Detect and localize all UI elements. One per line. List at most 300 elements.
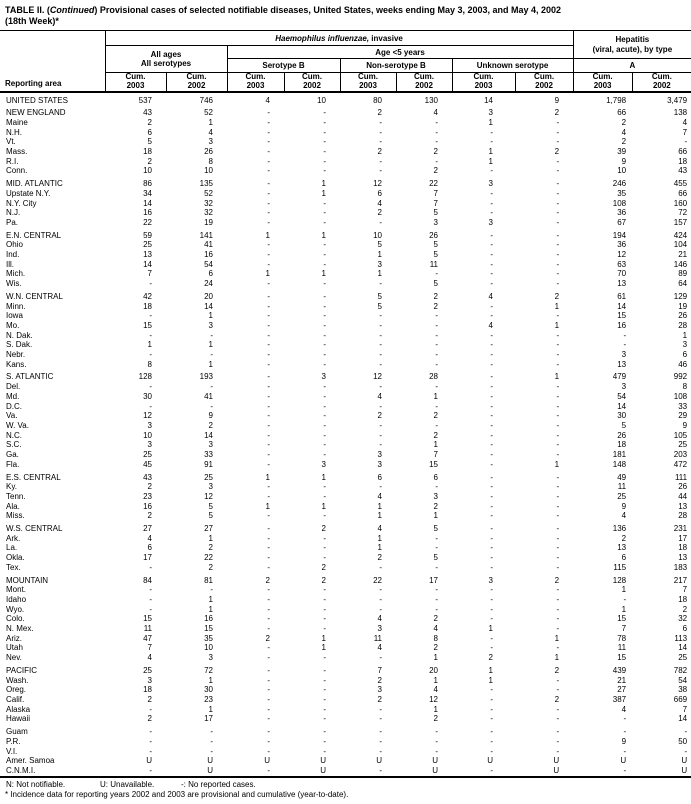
column-header-cum-2002-6: Cum. 2002	[396, 73, 452, 92]
value-cell: -	[379, 440, 382, 450]
value-cell: 3	[377, 450, 382, 460]
value-cell: -	[323, 675, 326, 685]
value-cell: 108	[673, 391, 688, 401]
value-cell: -	[267, 208, 270, 218]
value-cell: 43	[143, 108, 152, 118]
table-row	[0, 431, 691, 441]
value-cell: -	[490, 340, 493, 350]
reporting-area-cell: P.R.	[6, 736, 21, 746]
value-cell: 746	[199, 95, 213, 105]
value-cell: 1,798	[606, 95, 627, 105]
reporting-area-cell: E.N. CENTRAL	[6, 230, 62, 240]
value-cell: -	[490, 430, 493, 440]
value-cell: U	[432, 765, 438, 775]
value-cell: -	[490, 198, 493, 208]
value-cell: 20	[429, 665, 438, 675]
value-cell: -	[556, 411, 560, 421]
value-cell: 217	[673, 575, 688, 585]
reporting-area-cell: Idaho	[6, 594, 27, 604]
value-cell: -	[267, 117, 270, 127]
value-cell: U	[553, 756, 560, 766]
value-cell: -	[379, 746, 382, 756]
value-cell: 9	[208, 411, 213, 421]
value-cell: -	[490, 301, 493, 311]
value-cell: 148	[612, 459, 627, 469]
value-cell: -	[490, 311, 493, 321]
value-cell: -	[267, 604, 270, 614]
value-cell: 3	[488, 575, 493, 585]
value-cell: -	[556, 511, 560, 521]
value-cell: -	[267, 179, 270, 189]
value-cell: 14	[617, 401, 627, 411]
value-cell: 15	[617, 614, 627, 624]
table-row	[0, 402, 691, 412]
reporting-area-cell: C.N.M.I.	[6, 765, 36, 775]
value-cell: 26	[678, 482, 688, 492]
value-cell: 14	[678, 714, 688, 724]
footnote-not-notifiable: N: Not notifiable.	[6, 779, 66, 789]
value-cell: 3	[621, 382, 627, 392]
value-cell: 15	[429, 459, 438, 469]
value-cell: 1	[377, 269, 382, 279]
value-cell: 4	[621, 511, 627, 521]
column-header-cum-2002-10: Cum. 2002	[632, 73, 691, 92]
value-cell: 80	[373, 95, 382, 105]
value-cell: -	[323, 250, 326, 260]
reporting-area-cell: Fla.	[6, 459, 20, 469]
value-cell: -	[556, 533, 560, 543]
value-cell: 3	[321, 372, 326, 382]
value-cell: -	[435, 401, 438, 411]
value-cell: 10	[143, 430, 152, 440]
value-cell: 2	[321, 524, 326, 534]
value-cell: -	[379, 653, 382, 663]
value-cell: -	[379, 359, 382, 369]
value-cell: 10	[204, 643, 213, 653]
table-row	[0, 573, 691, 586]
value-cell: 1	[321, 643, 326, 653]
value-cell: 3	[321, 459, 326, 469]
column-header-cum-2003-7: Cum. 2003	[452, 73, 515, 92]
reporting-area-cell: Tex.	[6, 562, 21, 572]
value-cell: -	[435, 117, 438, 127]
table-row	[0, 482, 691, 492]
value-cell: 18	[678, 543, 688, 553]
value-cell: 16	[143, 208, 152, 218]
value-cell: 66	[678, 147, 688, 157]
value-cell: -	[556, 585, 560, 595]
value-cell: 14	[678, 643, 688, 653]
value-cell: 1	[433, 704, 438, 714]
table-row	[0, 521, 691, 534]
value-cell: 10	[617, 166, 627, 176]
value-cell: -	[323, 311, 326, 321]
value-cell: 105	[673, 430, 688, 440]
value-cell: -	[267, 727, 270, 737]
value-cell: -	[435, 736, 438, 746]
table-row	[0, 553, 691, 563]
value-cell: 12	[204, 491, 213, 501]
value-cell: -	[379, 350, 382, 360]
value-cell: 2	[433, 501, 438, 511]
value-cell: -	[623, 330, 627, 340]
haemophilus-invasive-label: invasive	[369, 33, 403, 43]
value-cell: -	[210, 727, 213, 737]
value-cell: 52	[204, 108, 213, 118]
value-cell: U	[681, 765, 688, 775]
value-cell: -	[379, 330, 382, 340]
value-cell: -	[556, 217, 560, 227]
value-cell: -	[267, 704, 270, 714]
value-cell: 782	[673, 665, 688, 675]
table-row	[0, 714, 691, 724]
table-row	[0, 511, 691, 521]
value-cell: 6	[147, 127, 152, 137]
value-cell: 6	[682, 350, 688, 360]
value-cell: 1	[208, 604, 213, 614]
reporting-area-cell: UNITED STATES	[6, 95, 68, 105]
value-cell: 6	[147, 543, 152, 553]
value-cell: -	[490, 533, 493, 543]
value-cell: 28	[429, 372, 438, 382]
value-cell: 5	[433, 208, 438, 218]
value-cell: 2	[208, 562, 213, 572]
value-cell: U	[620, 756, 627, 766]
value-cell: -	[490, 137, 493, 147]
value-cell: -	[379, 482, 382, 492]
table-row	[0, 563, 691, 573]
value-cell: 4	[265, 95, 270, 105]
value-cell: 4	[377, 198, 382, 208]
value-cell: -	[556, 472, 560, 482]
value-cell: -	[435, 269, 438, 279]
value-cell: 19	[204, 217, 213, 227]
value-cell: -	[323, 330, 326, 340]
unknown-serotype-header: Unknown serotype	[452, 59, 573, 73]
value-cell: 21	[617, 675, 627, 685]
value-cell: -	[379, 137, 382, 147]
value-cell: 2	[377, 553, 382, 563]
value-cell: 2	[433, 301, 438, 311]
value-cell: -	[490, 501, 493, 511]
reporting-area-cell: Mass.	[6, 147, 28, 157]
value-cell: 2	[433, 166, 438, 176]
value-cell: 18	[143, 301, 152, 311]
value-cell: 479	[612, 372, 627, 382]
hepatitis-label-line2: (viral, acute), by type	[592, 44, 673, 54]
value-cell: 2	[377, 411, 382, 421]
value-cell: -	[435, 127, 438, 137]
value-cell: -	[323, 117, 326, 127]
table-row	[0, 92, 691, 106]
value-cell: 3	[147, 421, 152, 430]
value-cell: 1	[321, 269, 326, 279]
reporting-area-cell: S.C.	[6, 440, 22, 450]
reporting-area-cell: Wyo.	[6, 604, 25, 614]
value-cell: 193	[199, 372, 213, 382]
table-row	[0, 634, 691, 644]
column-header-cum-2002-8: Cum. 2002	[515, 73, 573, 92]
value-cell: 22	[143, 217, 152, 227]
value-cell: 1	[621, 585, 627, 595]
value-cell: -	[556, 250, 560, 260]
value-cell: 4	[208, 127, 213, 137]
table-title-line2: (18th Week)*	[5, 16, 59, 26]
table-row	[0, 643, 691, 653]
value-cell: 4	[377, 614, 382, 624]
value-cell: 7	[433, 198, 438, 208]
value-cell: 5	[621, 421, 627, 430]
table-row	[0, 302, 691, 312]
value-cell: 18	[678, 594, 688, 604]
value-cell: 63	[617, 259, 627, 269]
value-cell: 16	[143, 501, 152, 511]
value-cell: -	[490, 330, 493, 340]
value-cell: 7	[147, 269, 152, 279]
value-cell: 138	[673, 108, 688, 118]
value-cell: 2	[377, 147, 382, 157]
value-cell: -	[323, 391, 326, 401]
value-cell: 3	[433, 217, 438, 227]
value-cell: -	[556, 269, 560, 279]
table-row	[0, 450, 691, 460]
value-cell: 28	[678, 320, 688, 330]
value-cell: -	[379, 311, 382, 321]
value-cell: 61	[617, 291, 627, 301]
value-cell: -	[490, 459, 493, 469]
all-ages-group-header	[105, 46, 227, 73]
value-cell: -	[623, 714, 627, 724]
table-row	[0, 250, 691, 260]
value-cell: 1	[433, 511, 438, 521]
value-cell: -	[623, 340, 627, 350]
value-cell: 13	[143, 250, 152, 260]
table-row	[0, 350, 691, 360]
value-cell: 2	[377, 675, 382, 685]
value-cell: -	[435, 320, 438, 330]
value-cell: 47	[143, 633, 152, 643]
value-cell: -	[556, 350, 560, 360]
value-cell: -	[490, 604, 493, 614]
reporting-area-cell: N.Y. City	[6, 198, 37, 208]
value-cell: -	[267, 482, 270, 492]
value-cell: -	[379, 127, 382, 137]
value-cell: -	[267, 217, 270, 227]
value-cell: -	[556, 524, 560, 534]
value-cell: -	[149, 594, 152, 604]
all-serotypes-label: All serotypes	[140, 59, 192, 68]
value-cell: 2	[433, 147, 438, 157]
value-cell: 5	[377, 240, 382, 250]
value-cell: -	[149, 401, 152, 411]
value-cell: -	[556, 491, 560, 501]
reporting-area-cell: Va.	[6, 411, 18, 421]
value-cell: 12	[617, 250, 627, 260]
value-cell: -	[379, 117, 382, 127]
value-cell: 38	[678, 685, 688, 695]
table-row	[0, 766, 691, 777]
table-row	[0, 189, 691, 199]
value-cell: -	[556, 156, 560, 166]
reporting-area-cell: R.I.	[6, 156, 19, 166]
value-cell: 22	[204, 553, 213, 563]
value-cell: 4	[621, 127, 627, 137]
value-cell: -	[149, 562, 152, 572]
table-row	[0, 331, 691, 341]
value-cell: -	[623, 746, 627, 756]
value-cell: -	[267, 594, 270, 604]
value-cell: -	[490, 259, 493, 269]
value-cell: -	[490, 585, 493, 595]
value-cell: 54	[204, 259, 213, 269]
value-cell: -	[556, 736, 560, 746]
reporting-area-cell: Ind.	[6, 250, 20, 260]
value-cell: 2	[554, 665, 560, 675]
value-cell: 13	[678, 501, 688, 511]
value-cell: 59	[143, 230, 152, 240]
value-cell: 1	[208, 117, 213, 127]
hepatitis-group-header	[573, 31, 691, 59]
reporting-area-cell: D.C.	[6, 401, 22, 411]
footnote-incidence-note: * Incidence data for reporting years 2002 and 2003 are provisional and cumulative (year-to-date).	[5, 789, 349, 799]
table-header	[0, 31, 691, 92]
column-header-cum-2002-4: Cum. 2002	[284, 73, 340, 92]
value-cell: -	[435, 746, 438, 756]
value-cell: 41	[204, 391, 213, 401]
table-row	[0, 460, 691, 470]
value-cell: 16	[204, 614, 213, 624]
serotype-b-header: Serotype B	[227, 59, 340, 73]
value-cell: 26	[204, 147, 213, 157]
value-cell: 1	[433, 391, 438, 401]
value-cell: 1	[554, 301, 560, 311]
value-cell: 52	[204, 188, 213, 198]
value-cell: 2	[147, 482, 152, 492]
table-row	[0, 737, 691, 747]
value-cell: 25	[143, 665, 152, 675]
value-cell: 3	[208, 653, 213, 663]
table-row	[0, 218, 691, 228]
value-cell: -	[556, 179, 560, 189]
value-cell: 14	[204, 430, 213, 440]
value-cell: 14	[204, 301, 213, 311]
value-cell: -	[379, 279, 382, 289]
value-cell: -	[149, 727, 152, 737]
value-cell: 537	[138, 95, 152, 105]
value-cell: -	[556, 279, 560, 289]
table-row	[0, 492, 691, 502]
value-cell: -	[379, 421, 382, 430]
value-cell: 4	[377, 391, 382, 401]
table-title-line1	[5, 5, 688, 16]
value-cell: -	[267, 198, 270, 208]
value-cell: 8	[147, 359, 152, 369]
value-cell: 1	[265, 472, 270, 482]
reporting-area-cell: Iowa	[6, 311, 23, 321]
value-cell: -	[267, 350, 270, 360]
value-cell: 7	[682, 127, 688, 137]
age-under-5-group-header: Age <5 years	[227, 46, 573, 59]
value-cell: 7	[433, 188, 438, 198]
value-cell: 17	[678, 533, 688, 543]
value-cell: -	[490, 482, 493, 492]
reporting-area-cell: Minn.	[6, 301, 26, 311]
reporting-area-cell: Wis.	[6, 279, 22, 289]
value-cell: -	[323, 450, 326, 460]
value-cell: 45	[143, 459, 152, 469]
reporting-area-cell: Ariz.	[6, 633, 22, 643]
value-cell: -	[267, 746, 270, 756]
value-cell: 2	[265, 575, 270, 585]
value-cell: -	[490, 472, 493, 482]
reporting-area-cell: W.N. CENTRAL	[6, 291, 63, 301]
value-cell: -	[490, 694, 493, 704]
value-cell: 30	[617, 411, 627, 421]
value-cell: 12	[429, 694, 438, 704]
value-cell: -	[556, 614, 560, 624]
reporting-area-cell: Amer. Samoa	[6, 756, 55, 766]
value-cell: -	[323, 240, 326, 250]
value-cell: 1	[321, 633, 326, 643]
value-cell: -	[556, 359, 560, 369]
value-cell: 7	[377, 665, 382, 675]
value-cell: -	[435, 604, 438, 614]
table-row	[0, 653, 691, 663]
value-cell: -	[323, 533, 326, 543]
value-cell: 4	[377, 524, 382, 534]
value-cell: 4	[488, 291, 493, 301]
value-cell: -	[556, 714, 560, 724]
value-cell: -	[267, 320, 270, 330]
table-row	[0, 369, 691, 382]
value-cell: 34	[143, 188, 152, 198]
value-cell: -	[267, 694, 270, 704]
value-cell: 3,479	[667, 95, 688, 105]
value-cell: -	[267, 147, 270, 157]
value-cell: -	[556, 188, 560, 198]
value-cell: -	[149, 746, 152, 756]
value-cell: -	[556, 240, 560, 250]
value-cell: 32	[204, 198, 213, 208]
value-cell: -	[323, 421, 326, 430]
value-cell: -	[323, 624, 326, 634]
value-cell: 439	[612, 665, 627, 675]
reporting-area-cell: V.I.	[6, 746, 18, 756]
value-cell: 387	[612, 694, 627, 704]
reporting-area-cell: Pa.	[6, 217, 19, 227]
value-cell: -	[490, 166, 493, 176]
value-cell: 5	[147, 137, 152, 147]
value-cell: -	[323, 604, 326, 614]
value-cell: -	[556, 391, 560, 401]
value-cell: 72	[678, 208, 688, 218]
table-row	[0, 421, 691, 431]
value-cell: 1	[554, 653, 560, 663]
table-row	[0, 157, 691, 167]
table-row	[0, 240, 691, 250]
value-cell: -	[379, 401, 382, 411]
value-cell: -	[323, 704, 326, 714]
value-cell: -	[267, 372, 270, 382]
value-cell: 1	[377, 533, 382, 543]
value-cell: -	[323, 553, 326, 563]
value-cell: 9	[554, 95, 560, 105]
value-cell: 1	[377, 543, 382, 553]
value-cell: 10	[204, 166, 213, 176]
value-cell: -	[267, 279, 270, 289]
value-cell: 2	[321, 562, 326, 572]
value-cell: 1	[208, 675, 213, 685]
